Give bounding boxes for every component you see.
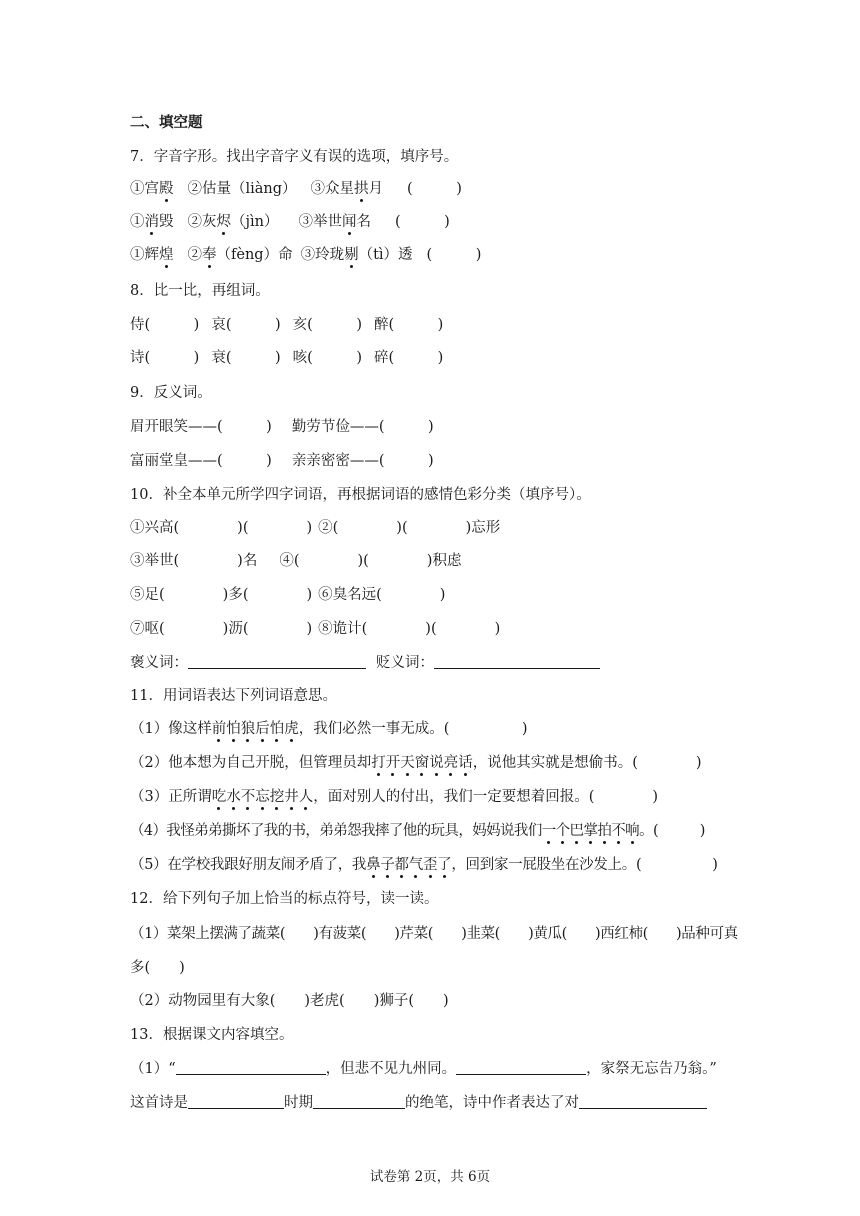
q7-r2-c-dot: 闻 — [341, 214, 357, 230]
emphasis-char: 话 — [458, 755, 473, 771]
q7-r3-b2: （fèng）命 — [216, 247, 293, 263]
q7-r3-a-dot: 煌 — [159, 247, 174, 263]
q11-s4-phrase — [542, 823, 639, 839]
q11-s1-pre: （1）像这样 — [130, 721, 212, 737]
q11-s3-pre: （3）正所谓 — [130, 789, 212, 805]
q8-r1-item[interactable]: 亥( ) — [292, 317, 362, 333]
q12-s2[interactable]: （2）动物园里有大象( )老虎( )狮子( ) — [130, 993, 449, 1009]
q11-s4-pre: （4）我怪弟弟撕坏了我的书，弟弟怨我摔了他的玩具，妈妈说我们 — [130, 823, 542, 839]
q11-s2 — [130, 753, 740, 773]
q11-s3 — [130, 787, 740, 807]
q13-blank-2[interactable] — [456, 1059, 586, 1075]
q7-r1-c-dot: 拱 — [354, 181, 369, 197]
q10-item[interactable]: ③举世( )名 — [130, 553, 258, 569]
q8-r1-item[interactable]: 侍( ) — [130, 317, 200, 333]
emphasis-char: 子 — [380, 857, 395, 873]
q8-r1-item[interactable]: 哀( ) — [211, 317, 281, 333]
emphasis-char: 天 — [400, 755, 415, 771]
emphasis-char: 不 — [240, 789, 256, 805]
q10-item[interactable]: ⑧诡计( )( ) — [318, 621, 501, 637]
q13-line2 — [130, 1093, 740, 1113]
emphasis-char: 开 — [385, 755, 401, 771]
q10-item[interactable]: ①兴高( )( ) — [130, 520, 313, 536]
q13-l1-pre: （1）“ — [130, 1061, 176, 1077]
q11-s5-post[interactable]: ，回到家一屁股坐在沙发上。( ) — [451, 857, 718, 873]
q7-row1 — [130, 179, 740, 199]
q13-blank-3[interactable] — [188, 1093, 284, 1109]
q10-item[interactable]: ⑦呕( )沥( ) — [130, 621, 313, 637]
q9-r2-item[interactable]: 富丽堂皇——( ) — [130, 453, 272, 469]
q7-r2-b2: （jìn） — [231, 214, 279, 230]
q10-item[interactable]: ④( )( )积虑 — [279, 553, 462, 569]
q7-r1-a: ①宫 — [130, 181, 159, 197]
q11-s4-post[interactable]: 。( ) — [639, 823, 705, 839]
q7-row3 — [130, 245, 740, 265]
emphasis-char: 虎 — [284, 721, 299, 737]
emphasis-char: 鼻 — [366, 857, 381, 873]
q13-l1-mid: ，但悲不见九州同。 — [325, 1061, 457, 1077]
derog-label: 贬义词： — [376, 655, 434, 671]
q11-stem: 11．用词语表达下列词语意思。 — [130, 688, 337, 704]
q11-s2-phrase — [371, 755, 473, 771]
q11-s3-phrase — [212, 789, 314, 805]
emphasis-char: 前 — [211, 721, 227, 737]
q13-l2-a: 这首诗是 — [130, 1095, 188, 1111]
q7-row2 — [130, 212, 740, 232]
q10-row3 — [130, 585, 740, 605]
q13-l2-c: 的绝笔，诗中作者表达了对 — [405, 1095, 579, 1111]
emphasis-char: 忘 — [255, 789, 270, 805]
emphasis-char: 响 — [625, 823, 640, 839]
q13-blank-4[interactable] — [313, 1093, 405, 1109]
q13-line1 — [130, 1059, 740, 1079]
q10-stem: 10．补全本单元所学四字词语，再根据词语的感情色彩分类（填序号）。 — [130, 487, 591, 503]
q12-s1a[interactable]: （1）菜架上摆满了蔬菜( )有菠菜( )芹菜( )韭菜( )黄瓜( )西红柿( )品种可真 — [130, 926, 738, 942]
emphasis-char: 亮 — [443, 755, 459, 771]
q10-row1 — [130, 518, 740, 538]
emphasis-char: 说 — [429, 755, 444, 771]
q7-r1-b: ②估量（liàng） — [187, 181, 297, 197]
q11-s2-post[interactable]: ，说他其实就是想偷书。( ) — [472, 755, 702, 771]
q8-stem: 8．比一比，再组词。 — [130, 283, 270, 299]
praise-answer-line[interactable] — [188, 653, 366, 669]
q10-item[interactable]: ⑤足( )多( ) — [130, 587, 313, 603]
q10-item[interactable]: ⑥臭名远( ) — [318, 587, 446, 603]
q11-s5-phrase — [366, 857, 451, 873]
emphasis-char: 井 — [284, 789, 299, 805]
q12-s1b[interactable]: 多( ) — [130, 960, 185, 976]
q7-stem: 7．字音字形。找出字音字义有误的选项，填序号。 — [130, 149, 459, 165]
emphasis-char: 吃 — [211, 789, 227, 805]
q11-s1-post[interactable]: ，我们必然一事无成。( ) — [298, 721, 528, 737]
q7-r2-b1: ②灰 — [187, 214, 217, 230]
q9-row1 — [130, 417, 740, 437]
emphasis-char: 怕 — [269, 721, 285, 737]
q7-r3-a1: ①辉 — [130, 247, 159, 263]
q9-r1-item[interactable]: 勤劳节俭——( ) — [291, 419, 434, 435]
q8-row1 — [130, 315, 740, 335]
emphasis-char: 水 — [226, 789, 241, 805]
page-footer: 试卷第 2页，共 6页 — [369, 1169, 491, 1185]
section-title: 二、填空题 — [130, 115, 203, 131]
q13-blank-1[interactable] — [176, 1059, 326, 1075]
emphasis-char: 都 — [394, 857, 409, 873]
emphasis-char: 掌 — [583, 823, 598, 839]
q11-s1-phrase — [212, 721, 299, 737]
q11-s1 — [130, 719, 740, 739]
q7-r2-a-dot: 消 — [144, 214, 159, 230]
q8-r2-item[interactable]: 碎( ) — [373, 350, 444, 366]
q13-l2-b: 时期 — [284, 1095, 313, 1111]
q7-r3-blank[interactable]: ( ) — [426, 247, 482, 263]
q8-r2-item[interactable]: 衰( ) — [211, 350, 281, 366]
q11-s2-pre: （2）他本想为自己开脱，但管理员却 — [130, 755, 372, 771]
emphasis-char: 打 — [371, 755, 386, 771]
q12-stem: 12．给下列句子加上恰当的标点符号，读一读。 — [130, 891, 439, 907]
q9-r1-item[interactable]: 眉开眼笑——( ) — [130, 419, 272, 435]
q9-stem: 9．反义词。 — [130, 385, 212, 401]
q7-r3-c1: ③玲珑 — [300, 247, 345, 263]
emphasis-char: 不 — [611, 823, 626, 839]
emphasis-char: 人 — [298, 789, 314, 805]
q10-item[interactable]: ②( )( )忘形 — [318, 520, 501, 536]
q7-r2-blank[interactable]: ( ) — [394, 214, 450, 230]
emphasis-char: 怕 — [226, 721, 241, 737]
q9-row2 — [130, 451, 740, 471]
q11-s5-pre: （5）在学校我跟好朋友闹矛盾了，我 — [130, 857, 367, 873]
emphasis-char: 窗 — [414, 755, 430, 771]
emphasis-char: 一 — [541, 823, 556, 839]
q7-r3-b-dot: 奉 — [202, 247, 217, 263]
q11-s5 — [130, 855, 740, 875]
derog-answer-line[interactable] — [434, 653, 600, 669]
q8-row2 — [130, 348, 740, 368]
q7-r3-b1: ② — [187, 247, 202, 263]
q7-r2-b-dot: 烬 — [216, 214, 231, 230]
q9-r2-item[interactable]: 亲亲密密——( ) — [291, 453, 434, 469]
emphasis-char: 狼 — [240, 721, 256, 737]
q7-r1-c2: 月 — [368, 181, 384, 197]
q7-r1-c1: ③众星 — [310, 181, 355, 197]
q7-r3-c2: （tì）透 — [358, 247, 413, 263]
praise-label: 褒义词： — [130, 655, 188, 671]
emphasis-char: 了 — [437, 857, 452, 873]
emphasis-char: 巴 — [569, 823, 584, 839]
q7-r2-a1: ① — [130, 214, 145, 230]
q8-r2-item[interactable]: 咳( ) — [292, 350, 362, 366]
q8-r1-item[interactable]: 醉( ) — [373, 317, 444, 333]
q13-l1-post: ，家祭无忘告乃翁。” — [586, 1061, 717, 1077]
emphasis-char: 后 — [255, 721, 270, 737]
q10-classify — [130, 653, 740, 673]
q13-stem: 13．根据课文内容填空。 — [130, 1027, 294, 1043]
emphasis-char: 拍 — [597, 823, 612, 839]
q7-r2-a2: 毁 — [159, 214, 174, 230]
q11-s3-post[interactable]: ，面对别人的付出，我们一定要想着回报。( ) — [313, 789, 659, 805]
q11-s4 — [130, 821, 740, 841]
q8-r2-item[interactable]: 诗( ) — [130, 350, 200, 366]
q13-blank-5[interactable] — [579, 1093, 707, 1109]
emphasis-char: 歪 — [422, 857, 438, 873]
q10-row2 — [130, 551, 740, 571]
q10-row4 — [130, 619, 740, 639]
emphasis-char: 气 — [408, 857, 423, 873]
q7-r1-blank[interactable]: ( ) — [407, 181, 462, 197]
q7-r3-c-dot: 剔 — [344, 247, 359, 263]
q7-r2-c2: 名 — [356, 214, 371, 230]
emphasis-char: 个 — [555, 823, 570, 839]
q7-r1-a-dot: 殿 — [159, 181, 174, 197]
emphasis-char: 挖 — [269, 789, 285, 805]
q7-r2-c1: ③举世 — [298, 214, 342, 230]
